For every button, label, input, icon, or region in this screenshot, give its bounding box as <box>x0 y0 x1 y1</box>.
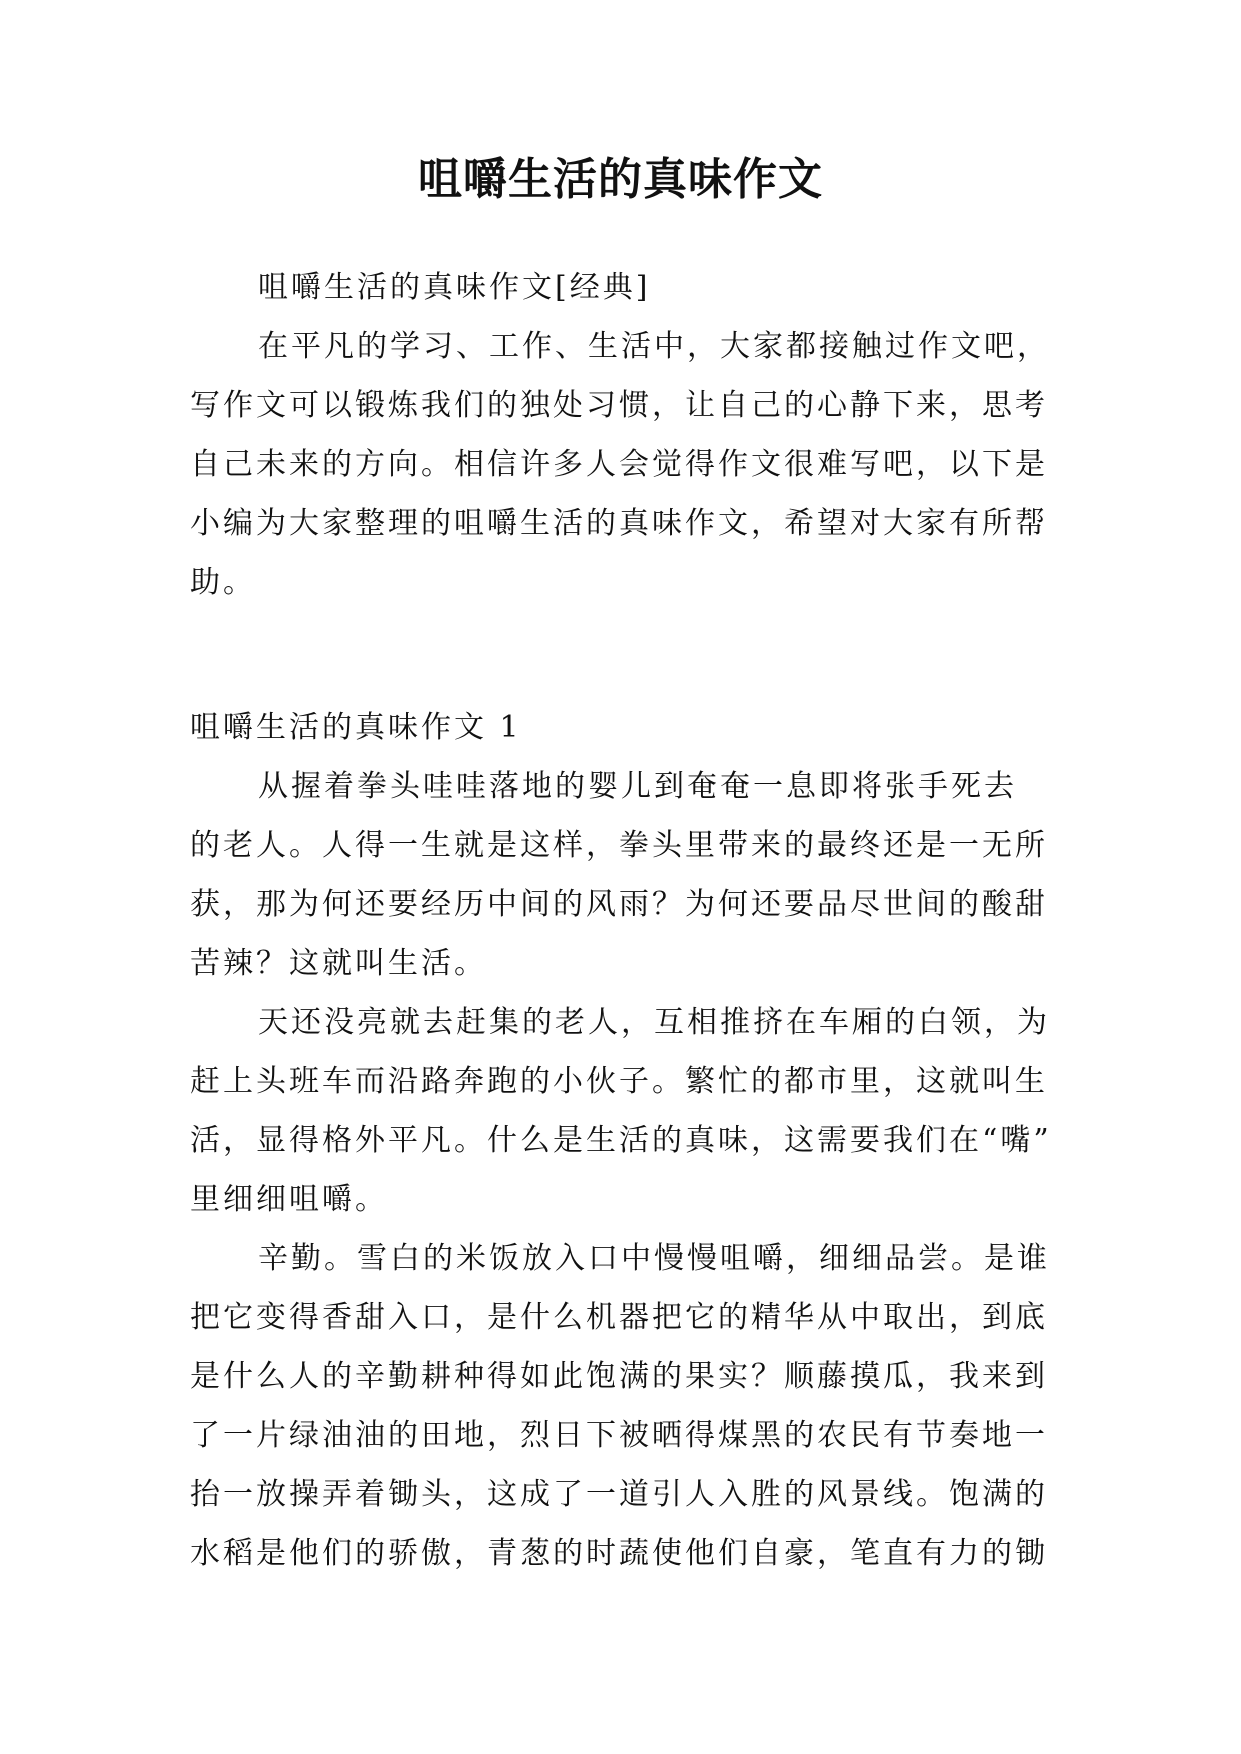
text-line: 的老人。人得一生就是这样，拳头里带来的最终还是一无所 <box>190 828 1048 863</box>
text-line: 活，显得格外平凡。什么是生活的真味，这需要我们在“嘴” <box>190 1123 1052 1158</box>
text-line: 在平凡的学习、工作、生活中，大家都接触过作文吧， <box>258 329 1050 364</box>
paragraph-1 <box>190 757 1060 993</box>
paragraph-3 <box>190 1229 1060 1583</box>
text-line: 自己未来的方向。相信许多人会觉得作文很难写吧，以下是 <box>190 447 1048 482</box>
text-line: 里细细咀嚼。 <box>190 1182 388 1217</box>
text-line: 赶上头班车而沿路奔跑的小伙子。繁忙的都市里，这就叫生 <box>190 1064 1048 1099</box>
text-line: 从握着拳头哇哇落地的婴儿到奄奄一息即将张手死去 <box>258 769 1017 804</box>
text-line: 小编为大家整理的咀嚼生活的真味作文，希望对大家有所帮 <box>190 506 1048 541</box>
document-body <box>190 258 1060 1583</box>
text-line: 获，那为何还要经历中间的风雨？为何还要品尽世间的酸甜 <box>190 887 1048 922</box>
text-line: 把它变得香甜入口，是什么机器把它的精华从中取出，到底 <box>190 1300 1048 1335</box>
text-line: 助。 <box>190 565 256 600</box>
text-line: 水稻是他们的骄傲，青葱的时蔬使他们自豪，笔直有力的锄 <box>190 1536 1048 1571</box>
text-line: 天还没亮就去赶集的老人，互相推挤在车厢的白领，为 <box>258 1005 1050 1040</box>
text-line: 抬一放操弄着锄头，这成了一道引人入胜的风景线。饱满的 <box>190 1477 1048 1512</box>
section-spacer <box>190 612 1060 698</box>
document-title: 咀嚼生活的真味作文 <box>418 154 823 205</box>
intro-paragraph <box>190 317 1060 612</box>
text-line: 辛勤。雪白的米饭放入口中慢慢咀嚼，细细品尝。是谁 <box>258 1241 1050 1276</box>
document-subtitle: 咀嚼生活的真味作文[经典] <box>258 270 651 305</box>
text-line: 了一片绿油油的田地，烈日下被晒得煤黑的农民有节奏地一 <box>190 1418 1048 1453</box>
text-line: 苦辣？这就叫生活。 <box>190 946 487 981</box>
text-line: 写作文可以锻炼我们的独处习惯，让自己的心静下来，思考 <box>190 388 1048 423</box>
text-line: 是什么人的辛勤耕种得如此饱满的果实？顺藤摸瓜，我来到 <box>190 1359 1048 1394</box>
section-heading: 咀嚼生活的真味作文 1 <box>190 710 522 745</box>
paragraph-2 <box>190 993 1060 1229</box>
